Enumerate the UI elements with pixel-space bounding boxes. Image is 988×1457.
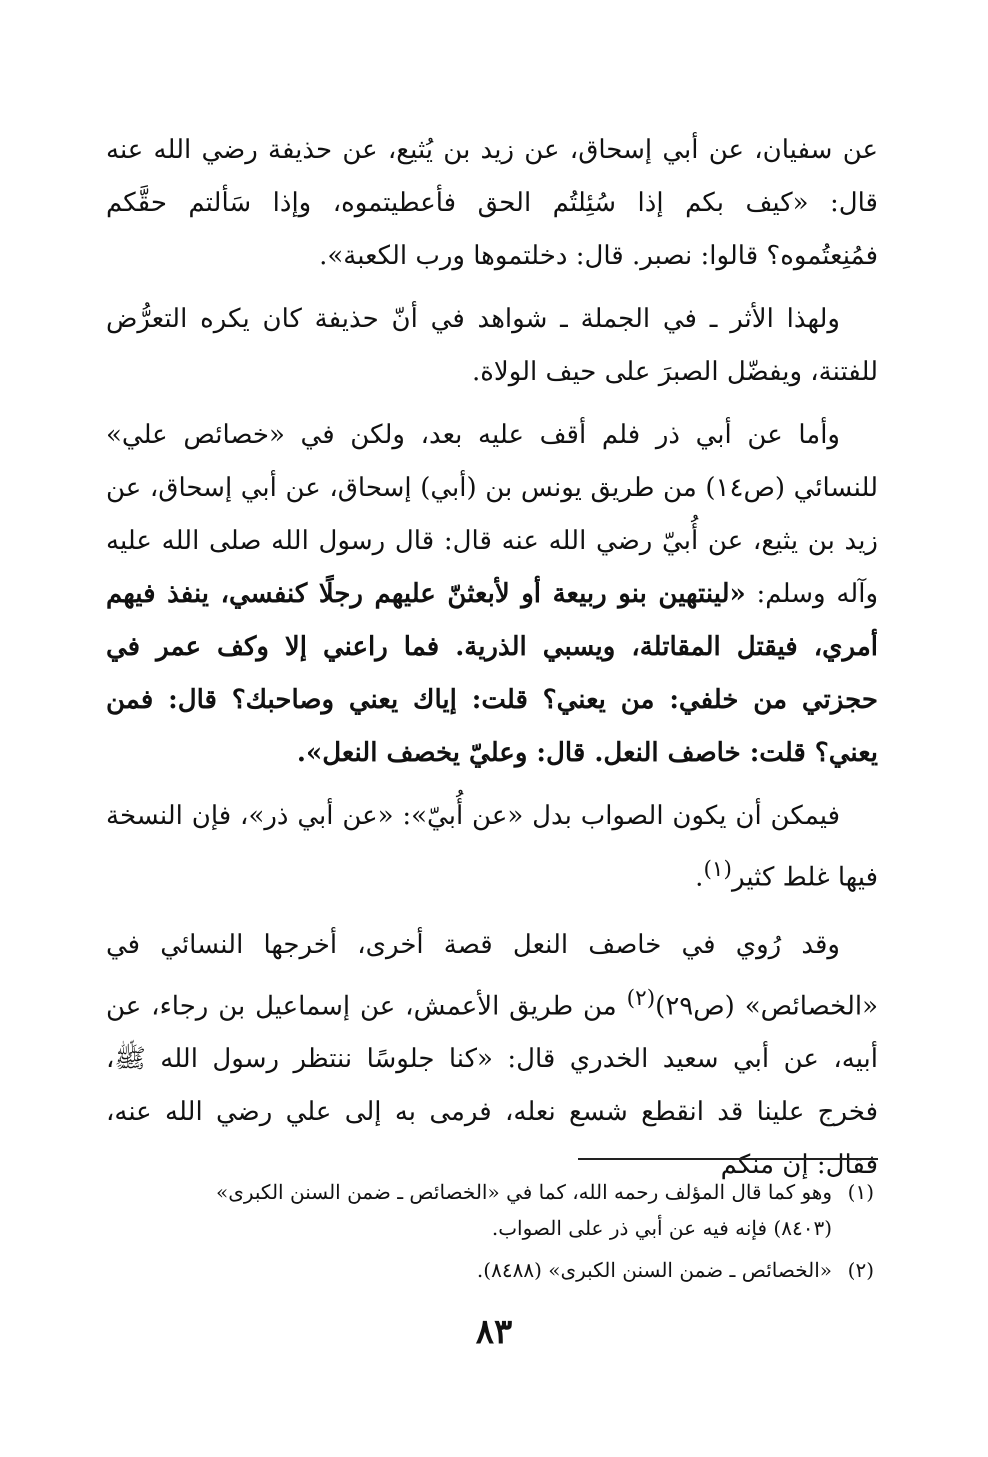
paragraph-1 xyxy=(106,124,878,283)
paragraph-3 xyxy=(106,409,878,780)
footnotes xyxy=(110,1174,874,1294)
paragraph-4 xyxy=(106,790,878,905)
footnote-ref-2: (٢) xyxy=(626,985,656,1011)
page-number: ٨٣ xyxy=(475,1312,513,1352)
main-text xyxy=(106,124,878,1202)
paragraph-3-text: وأما عن أبي ذر فلم أقف عليه بعد، ولكن في «خصائص علي» للنسائي (ص١٤) من طريق يونس بن (أبي) إسحاق، عن أبي إسحاق، عن زيد بن يثيع، عن أُبيّ رضي الله عنه قال: قال رسول الله صلى الله عليه وآله وسلم: xyxy=(106,420,879,609)
footnote-divider xyxy=(578,1158,878,1160)
footnote-1 xyxy=(110,1174,874,1246)
footnote-1-number: (١) xyxy=(847,1180,874,1204)
footnote-1-text: وهو كما قال المؤلف رحمه الله، كما في «الخصائص ـ ضمن السنن الكبرى» xyxy=(215,1180,832,1204)
footnote-2 xyxy=(110,1252,874,1288)
paragraph-2-text: ولهذا الأثر ـ في الجملة ـ شواهد في أنّ حذيفة كان يكره التعرُّض للفتنة، ويفضّل الصبرَ على حيف الولاة. xyxy=(106,304,878,387)
paragraph-3-quote: «لينتهين بنو ربيعة أو لأبعثنّ عليهم رجلًا كنفسي، ينفذ فيهم أمري، فيقتل المقاتلة، ويسبي الذرية. فما راعني إلا وكف عمر في حجزتي من خلفي: من يعني؟ قلت: إياك يعني وصاحبك؟ قال: فمن يعني؟ قلت: خاصف النعل. قال: وعليّ يخصف النعل». xyxy=(106,579,878,768)
paragraph-4-tail: . xyxy=(695,862,704,893)
footnote-2-number: (٢) xyxy=(847,1258,874,1282)
footnote-2-text: «الخصائص ـ ضمن السنن الكبرى» (٨٤٨٨). xyxy=(476,1258,832,1282)
paragraph-2 xyxy=(106,293,878,399)
paragraph-5-tail: من طريق الأعمش، عن إسماعيل بن رجاء، عن أبيه، عن أبي سعيد الخدري قال: «كنا جلوسًا ننتظر رسول الله ﷺ، فخرج علينا قد انقطع شسع نعله، فرمى به إلى علي رضي الله عنه، فقال: إن منكم xyxy=(106,991,878,1181)
paragraph-5-text: وقد رُوي في خاصف النعل قصة أخرى، أخرجها النسائي في «الخصائص» (ص٢٩) xyxy=(106,929,878,1022)
footnote-ref-1: (١) xyxy=(703,857,732,882)
paragraph-5 xyxy=(106,919,878,1193)
footnote-1-continuation: (٨٤٠٣) فإنه فيه عن أبي ذر على الصواب. xyxy=(491,1216,832,1240)
paragraph-4-text: فيمكن أن يكون الصواب بدل «عن أُبيّ»: «عن أبي ذر»، فإن النسخة فيها غلط كثير xyxy=(106,801,878,893)
paragraph-1-text: عن سفيان، عن أبي إسحاق، عن زيد بن يُثيع، عن حذيفة رضي الله عنه قال: «كيف بكم إذا سُئِلتُم الحق فأعطيتموه، وإذا سَألتم حقَّكم فمُنِعتُموه؟ قالوا: نصبر. قال: دخلتموها ورب الكعبة». xyxy=(106,135,878,271)
